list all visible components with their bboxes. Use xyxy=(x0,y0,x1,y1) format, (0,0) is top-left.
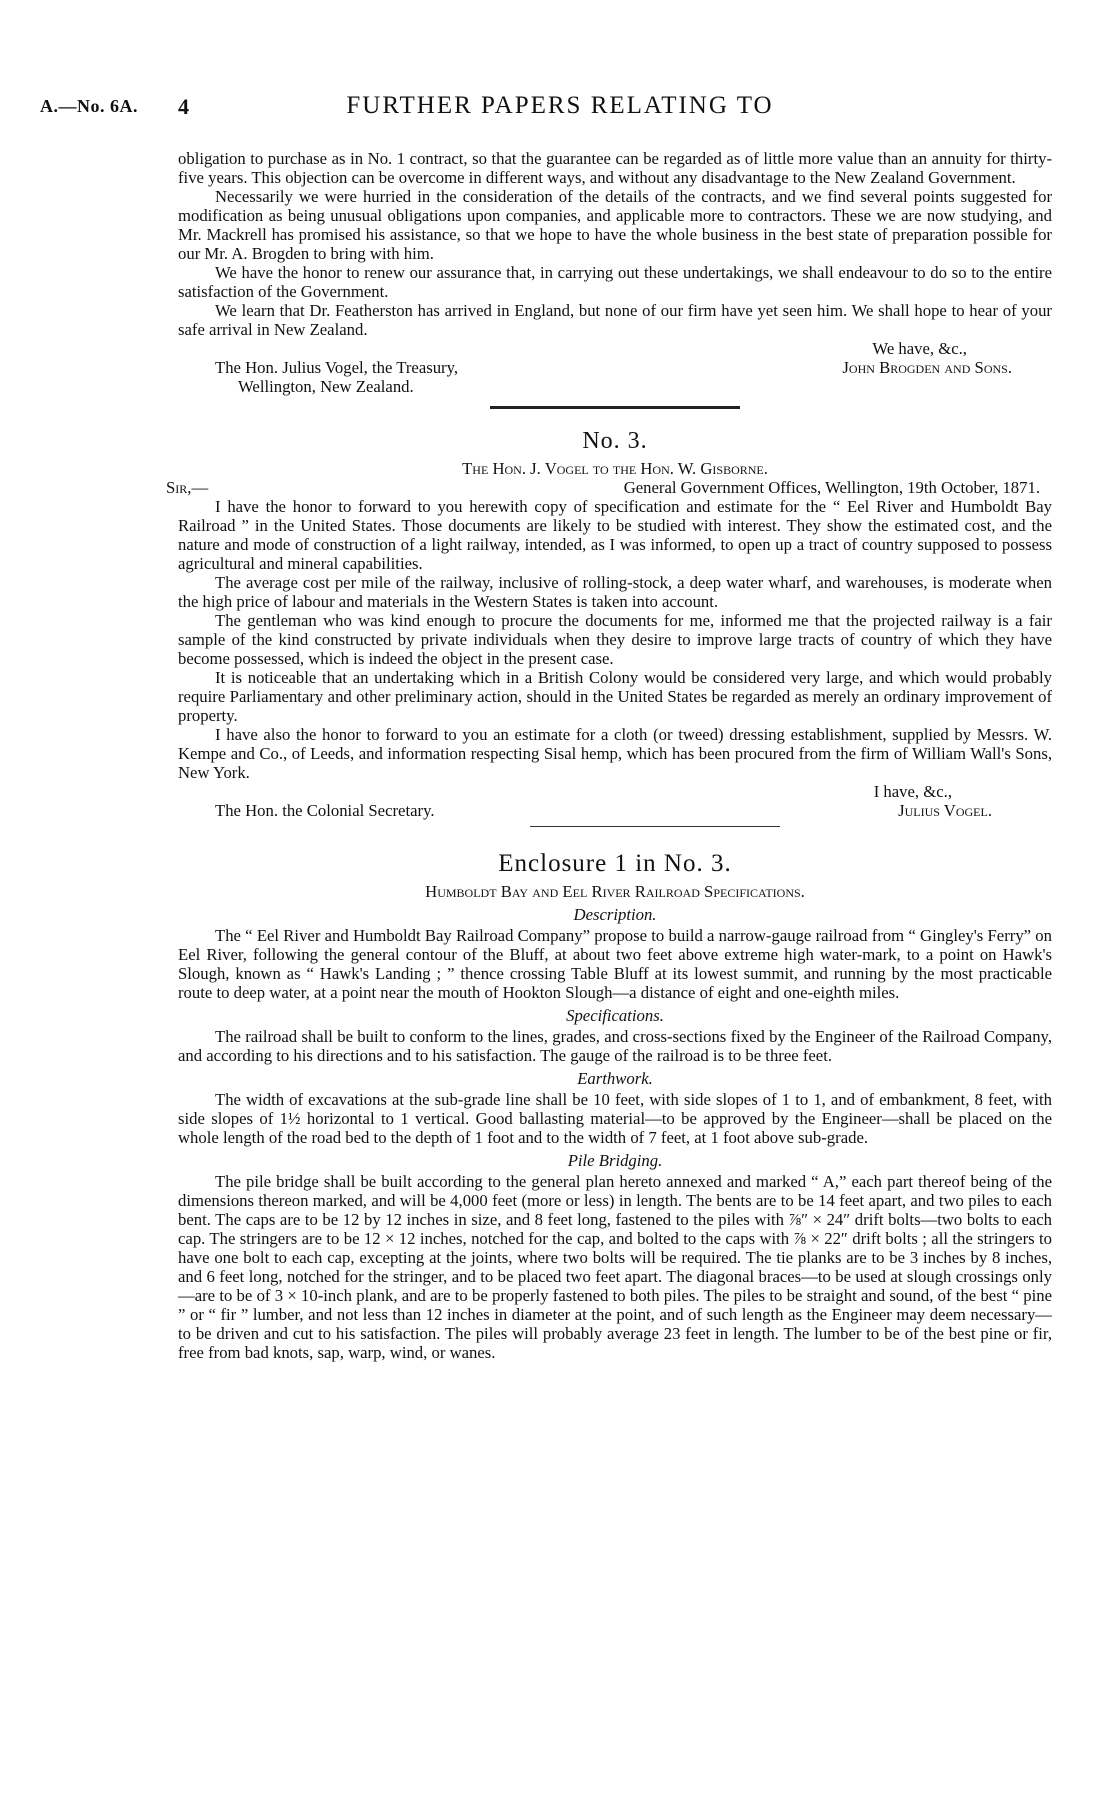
section-heading: Pile Bridging. xyxy=(567,1151,663,1170)
document-reference: A.—No. 6A. xyxy=(40,96,138,116)
addressee-line: The Hon. Julius Vogel, the Treasury, xyxy=(215,358,459,377)
letter-paragraph: obligation to purchase as in No. 1 contract, so that the guarantee can be regarded as of little more value than an annuity for thirty-five years. This objection can be overcome in different ways, and without any disadvantage to the New Zealand Government. xyxy=(178,149,1052,187)
closing: I have, &c., xyxy=(873,782,952,801)
page-header xyxy=(40,92,1080,132)
letter-number: No. 3. xyxy=(582,428,648,454)
section-heading: Specifications. xyxy=(566,1006,664,1025)
signatory: John Brogden and Sons. xyxy=(842,358,1012,377)
closing: We have, &c., xyxy=(872,339,967,358)
page-number: 4 xyxy=(178,94,189,119)
running-title: FURTHER PAPERS RELATING TO xyxy=(346,92,774,119)
enclosure-subtitle: Humboldt Bay and Eel River Railroad Specifications. xyxy=(425,882,805,901)
spec-paragraph: The pile bridge shall be built according to the general plan hereto annexed and marked “ A,” each part thereof being of the dimensions thereon marked, and will be 4,000 feet (more or less) in length. The bents are to be 14 feet apart, and two piles to each bent. The caps are to be 12 by 12 inches in size, and 8 feet long, fastened to the piles with ⅞″ × 24″ drift bolts—two bolts to each cap. The stringers are to be 12 × 12 inches, notched for the cap, and bolted to the caps with ⅞ × 22″ drift bolts ; all the stringers to have one bolt to each cap, excepting at the joints, where two bolts will be required. The tie planks are to be 3 inches by 8 inches, and 6 feet long, notched for the stringer, and to be placed two feet apart. The diagonal braces—to be used at slough crossings only—are to be of 3 × 10-inch plank, and are to be properly fastened to both piles. The piles to be straight and sound, of the best “ pine ” or “ fir ” lumber, and not less than 12 inches in diameter at the point, and of such length as the Engineer may deem necessary—to be driven and cut to his satisfaction. The piles will probably average 23 feet in length. The lumber to be of the best pine or fir, free from bad knots, sap, warp, wind, or wanes. xyxy=(178,1172,1052,1362)
letter-paragraph: I have also the honor to forward to you an estimate for a cloth (or tweed) dressing establishment, supplied by Messrs. W. Kempe and Co., of Leeds, and information respecting Sisal hemp, which has been procured from the firm of William Wall's Sons, New York. xyxy=(178,725,1052,782)
letter-paragraph: Necessarily we were hurried in the consideration of the details of the contracts, and we find several points suggested for modification as being unusual obligations upon companies, and applicable more to contractors. These we are now studying, and Mr. Mackrell has promised his assistance, so that we hope to have the whole business in the best state of preparation possible for our Mr. A. Brogden to bring with him. xyxy=(178,187,1052,263)
letter-signoff xyxy=(178,782,1052,820)
page-body xyxy=(166,149,1052,1362)
letter-paragraph: The gentleman who was kind enough to procure the documents for me, informed me that the projected railway is a fair sample of the kind constructed by private individuals when they desire to improve large tracts of country of which they have become possessed, which is indeed the object in the present case. xyxy=(178,611,1052,668)
salutation: Sir,— xyxy=(166,478,209,497)
signature-block xyxy=(842,339,1012,377)
enclosure-title: Enclosure 1 in No. 3. xyxy=(498,850,732,877)
letter-origin: General Government Offices, Wellington, 19th October, 1871. xyxy=(623,478,1040,497)
letter-heading xyxy=(166,478,1052,497)
section-heading: Description. xyxy=(573,905,657,924)
addressee: The Hon. the Colonial Secretary. xyxy=(215,801,435,820)
letter-paragraph: We have the honor to renew our assurance that, in carrying out these undertakings, we shall endeavour to do so to the entire satisfaction of the Government. xyxy=(178,263,1052,301)
addressee xyxy=(215,339,715,377)
letter-paragraph: We learn that Dr. Featherston has arrived in England, but none of our firm have yet seen him. We shall hope to hear of your safe arrival in New Zealand. xyxy=(178,301,1052,339)
spec-paragraph: The width of excavations at the sub-grade line shall be 10 feet, with side slopes of 1 to 1, and of embankment, 8 feet, with side slopes of 1½ horizontal to 1 vertical. Good ballasting material—to be approved by the Engineer—shall be placed on the whole length of the road bed to the depth of 1 foot and to the width of 7 feet, at 1 foot above sub-grade. xyxy=(178,1090,1052,1147)
section-divider xyxy=(530,826,780,827)
addressee-line: Wellington, New Zealand. xyxy=(238,377,414,396)
letter-paragraph: The average cost per mile of the railway, inclusive of rolling-stock, a deep water wharf, and warehouses, is moderate when the high price of labour and materials in the Western States is taken into account. xyxy=(178,573,1052,611)
section-heading: Earthwork. xyxy=(577,1069,653,1088)
letter-from-to: The Hon. J. Vogel to the Hon. W. Gisborne. xyxy=(462,459,768,478)
spec-paragraph: The railroad shall be built to conform to the lines, grades, and cross-sections fixed by the Engineer of the Railroad Company, and according to his directions and to his satisfaction. The gauge of the railroad is to be three feet. xyxy=(178,1027,1052,1065)
signatory: Julius Vogel. xyxy=(898,801,992,820)
letter-paragraph: I have the honor to forward to you herewith copy of specification and estimate for the “ Eel River and Humboldt Bay Railroad ” in the United States. Those documents are likely to be studied with interest. They show the estimated cost, and the nature and mode of construction of a light railway, intended, as I was informed, to open up a tract of country supposed to possess agricultural and mineral capabilities. xyxy=(178,497,1052,573)
section-divider xyxy=(490,406,740,409)
spec-paragraph: The “ Eel River and Humboldt Bay Railroad Company” propose to build a narrow-gauge railroad from “ Gingley's Ferry” on Eel River, following the general contour of the Bluff, at about two feet above extreme high water-mark, to a point on Hawk's Slough, known as “ Hawk's Landing ; ” thence crossing Table Bluff at its lowest summit, and running by the most practicable route to deep water, at a point near the mouth of Hookton Slough—a distance of eight and one-eighth miles. xyxy=(178,926,1052,1002)
letter-valediction xyxy=(178,339,1052,377)
letter-paragraph: It is noticeable that an undertaking which in a British Colony would be considered very large, and which would probably require Parliamentary and other preliminary action, should in the United States be regarded as merely an ordinary improvement of property. xyxy=(178,668,1052,725)
